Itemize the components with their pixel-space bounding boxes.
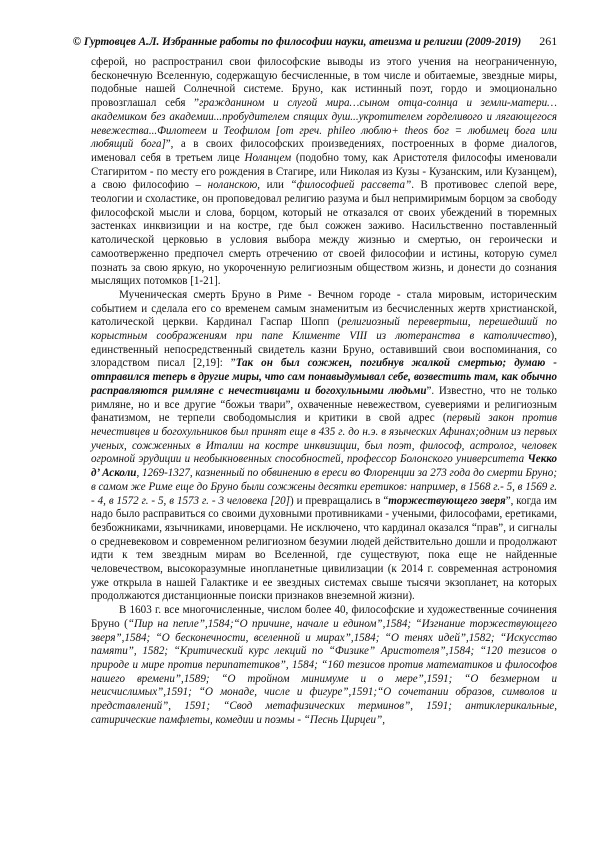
text-run: сферой, но распространил свои философские выводы из этого учения на неограниченную, бесконечную Вселенную, содержащую бесчисленные, в том числе и обитаемые, звездные миры, подобные нашей Солнечной системе. Бруно, как истинный поэт, гордо и эмоционально провозглашал себя ” — [91, 56, 557, 110]
text-run: ), единственный непосредственный свидетель казни Бруно, оставивший свои воспоминания, со злорадством писал [2,19]: ” — [91, 330, 557, 370]
text-run: Ноланцем — [244, 151, 292, 164]
page-number: 261 — [539, 34, 558, 48]
text-run: религиозный перевертыш, перешедший по корыстным соображениям при папе Клименте VIII из лютеранства в католичество — [91, 316, 557, 343]
text-run: торжествующего зверя — [388, 494, 506, 507]
text-run: гражданином и слугой мира…сыном отца-солнца и земли-матери…академиком без академии...пробудителем спящих душ...укротителем горделивого и лягающегося невежества...Филотеем и Теофилом [от греч. phileo люблю+ theos бог = любимец бога или любящий бога] — [91, 97, 558, 151]
text-run: Мученическая смерть Бруно в Риме - Вечном городе - стала мировым, историческим событием и сделала его со временем самым знаменитым из бесчисленных жертв христианской, католической церкви. Кардинал Гаспар Шопп ( — [91, 288, 557, 329]
text-run: “Пир на пепле”,1584;“О причине, начале и едином”,1584; “Изгнание торжествующего зверя”,1584; “О бесконечности, вселенной и мирах”,1584; “О тенях идей”,1582; “Искусство памяти”, 1582; “Критический курс лекций по “Физике” Аристотеля”,1584; “120 тезисов о природе и мире против перипатетиков”, 1584; “160 тезисов против математиков и философов нашего времени”,1589; “О тройном минимуме и о мере”,1591; “О безмерном и неисчислимых”,1591; “О монаде, числе и фигуре”,1591;“О сочетании образов, символов и представлений”, 1591; “Свод метафизических терминов”, 1591; антиклерикальные, сатирические памфлеты, комедии и поэмы - “Песнь Цирцеи”, — [91, 617, 558, 726]
paragraph-1 — [91, 56, 557, 289]
text-run: ) и превращались в “ — [289, 494, 389, 507]
text-run: Чекко д’ Асколи — [91, 453, 557, 480]
text-run: (подобно тому, как Аристотеля философы именовали Стагиритом - по месту его рождения в Стагире, или Николая из Кузы - Кузанским, или Кузанцем), а свою философию – — [91, 151, 557, 192]
paragraph-2 — [91, 289, 557, 604]
text-run: “философией рассвета” — [290, 179, 412, 192]
text-run: ноланскою — [207, 179, 258, 192]
text-run: первый закон против нечестивцев и богохульников был принят еще в 435 г. до н.э. в языческих Афинах;одним из первых ученых, сожженных в Италии на костре инквизиции, был поэт, философ, астролог, человек огромной эрудиции и необыкновенных способностей, профессор Болонского университета — [91, 412, 557, 466]
text-run: ”, а в своих философских произведениях, построенных в форме диалогов, именовал себя в третьем лице — [91, 138, 557, 164]
text-run: , или — [257, 179, 291, 192]
text-run: ”. Известно, что не только римляне, но и все другие “божьи твари”, охваченные невежеством, суевериями и религиозным фанатизмом, не терпели свободомыслия и критики в свой адрес ( — [91, 384, 558, 425]
text-run: ”, когда им надо было расправиться со своими духовными противниками - учеными, философами, еретиками, безбожниками, язычниками, иноверцами. Не исключено, что кардинал оказался “прав”, и сигналы о средневековом и современном религиозном безумии людей действительно дошли и продолжают идти к тем звездным мирам во Вселенной, где существуют, пока еще не найденные человечеством, высокоразумные инопланетные цивилизации (к 2014 г. современная астрономия уже открыла в нашей Галактике и ее звездных системах свыше тысячи экзопланет, на которых продолжаются дистанционные поиски признаков внеземной жизни). — [91, 494, 557, 603]
header-title: © Гуртовцев А.Л. Избранные работы по философии науки, атеизма и религии (2009-2019) — [72, 36, 522, 48]
paragraph-3 — [91, 604, 557, 727]
text-run: , 1269-1327, казненный по обвинению в ереси во Флоренции за 273 года до смерти Бруно; в самом же Риме еще до Бруно были сожжены десятки еретиков: например, в 1568 г.- 5, в 1569 г. - 4, в 1572 г. - 5, в 1573 г. - 3 человека [20] — [91, 467, 557, 507]
text-run: Так он был сожжен, погибнув жалкой смертью; думаю - отправился теперь в другие миры, что сам понавыдумывал себе, возвестить там, как обычно расправляются римляне с нечестивцами и богохульными людьми — [91, 357, 557, 397]
body-text — [91, 56, 557, 727]
text-run: . В противовес слепой вере, теологии и схоластике, он проповедовал религию разума и был непримиримым борцом за свободу философской мысли и слова, борцом, который не отказался от своих убеждений в тюремных застенках инквизиции и на костре, где был сожжен заживо. Насильственно поставленный католической церковью в условия выбора между жизнью и смертью, он героически и самоотверженно предпочел смерть отречению от своей философии и истины, которую сумел познать за свою яркую, но укороченную религиозным обществом жизнь, и донести до сознания мыслящих потомков [1-21]. — [91, 179, 557, 288]
text-run: В 1603 г. все многочисленные, числом более 40, философские и художественные сочинения Бруно ( — [91, 604, 557, 630]
running-header — [72, 34, 558, 52]
